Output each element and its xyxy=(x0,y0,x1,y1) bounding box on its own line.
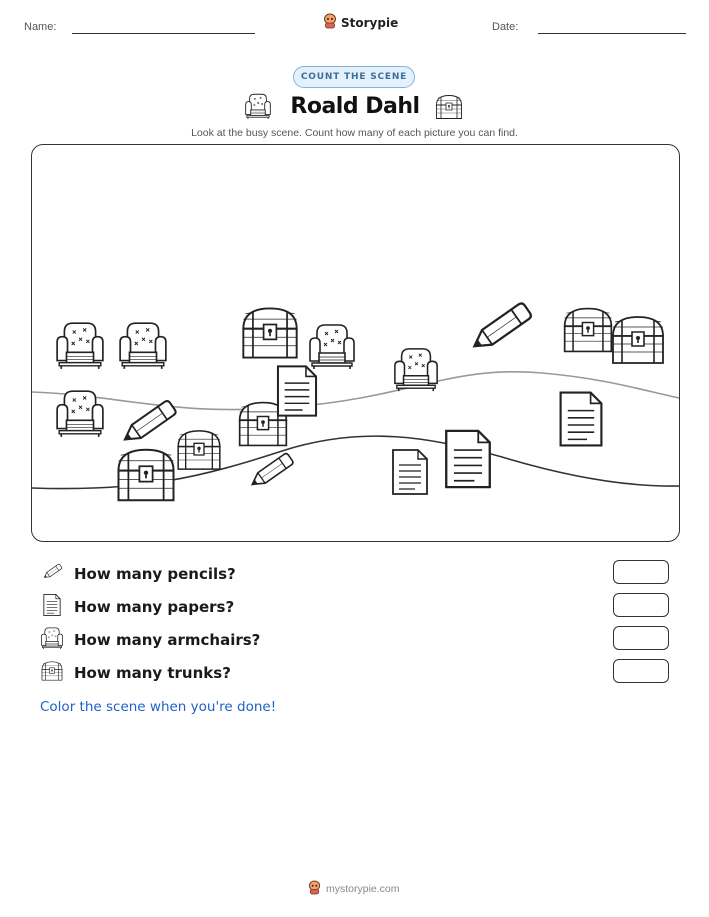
question-pencils xyxy=(40,560,236,588)
date-label: Date: xyxy=(492,21,519,33)
pencil-icon xyxy=(40,560,64,588)
brand-logo xyxy=(323,13,398,32)
storypie-mascot-icon xyxy=(308,880,321,898)
scene-trunk-icon xyxy=(613,317,663,363)
title-armchair-icon xyxy=(244,92,272,120)
scene-trunk-icon xyxy=(565,309,612,352)
scene-armchair-icon xyxy=(57,391,103,437)
activity-badge: COUNT THE SCENE xyxy=(293,66,415,88)
closing-instruction: Color the scene when you're done! xyxy=(40,699,277,715)
date-line[interactable] xyxy=(538,33,686,34)
armchair-icon xyxy=(40,626,64,654)
answer-box-papers[interactable] xyxy=(613,593,669,617)
page-title: Roald Dahl xyxy=(290,94,420,119)
scene-trunk-icon xyxy=(178,431,220,469)
scene-armchair-icon xyxy=(57,323,103,369)
scene-paper-icon xyxy=(278,366,316,415)
title-trunk-icon xyxy=(434,94,464,120)
scene-armchair-icon xyxy=(310,325,354,369)
scene-pencil-icon xyxy=(469,302,532,354)
instructions: Look at the busy scene. Count how many of each picture you can find. xyxy=(191,127,518,139)
scene-pencil-icon xyxy=(120,400,177,446)
scene-paper-icon xyxy=(561,393,602,446)
question-papers xyxy=(40,593,234,621)
answer-box-pencils[interactable] xyxy=(613,560,669,584)
scene-armchair-icon xyxy=(120,323,166,369)
scene-panel xyxy=(31,144,680,542)
name-label: Name: xyxy=(24,21,57,33)
answer-box-trunks[interactable] xyxy=(613,659,669,683)
trunk-icon xyxy=(40,659,64,687)
scene-paper-icon xyxy=(446,431,490,487)
scene-trunk-icon xyxy=(243,308,296,357)
name-line[interactable] xyxy=(72,33,255,34)
scene-trunk-icon xyxy=(119,450,174,501)
scene-paper-icon xyxy=(393,450,427,494)
brand-name: Storypie xyxy=(341,15,399,30)
question-armchairs xyxy=(40,626,260,654)
question-text: How many trunks? xyxy=(74,664,231,682)
question-text: How many pencils? xyxy=(74,565,236,583)
scene-armchair-icon xyxy=(395,349,437,391)
storypie-mascot-icon xyxy=(323,13,337,32)
question-trunks xyxy=(40,659,231,687)
scene-pencil-icon xyxy=(249,453,294,490)
answer-box-armchairs[interactable] xyxy=(613,626,669,650)
question-text: How many papers? xyxy=(74,598,235,616)
question-text: How many armchairs? xyxy=(74,631,261,649)
footer-url[interactable]: mystorypie.com xyxy=(326,883,400,895)
paper-icon xyxy=(40,593,64,621)
footer xyxy=(308,880,400,898)
